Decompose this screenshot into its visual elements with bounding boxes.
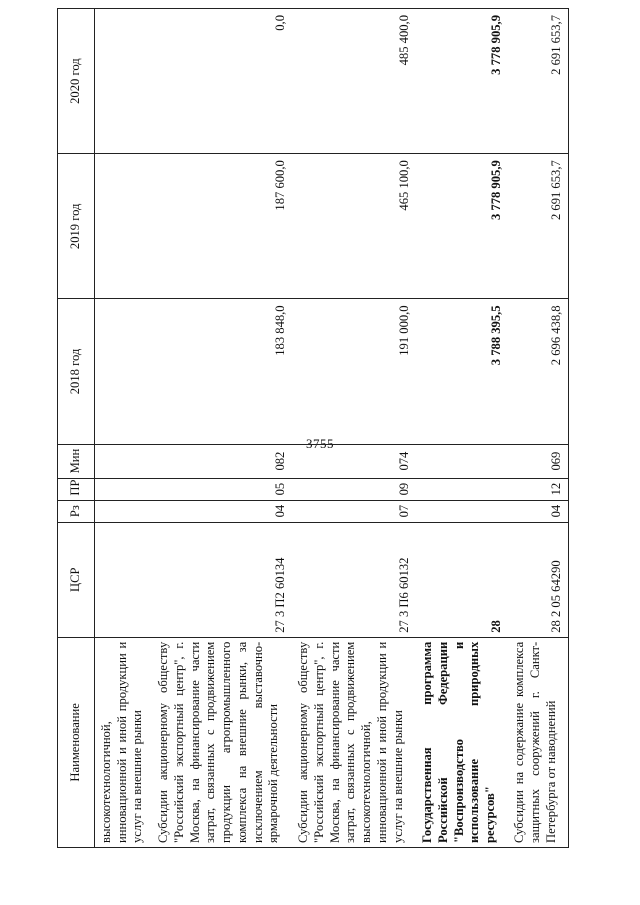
row-rz: 04 [508,500,568,522]
row-2020: 2 691 653,7 [508,9,568,154]
table-header-row [58,9,95,848]
row-pr: 09 [292,478,416,500]
row-2019: 465 100,0 [292,154,416,299]
row-2019: 2 691 653,7 [508,154,568,299]
row-2018: 191 000,0 [292,299,416,444]
row-min: 074 [292,444,416,478]
row-csr: 27 3 П2 60134 [152,522,292,637]
header-2018: 2018 год [58,299,95,444]
row-csr [95,522,153,637]
header-2020: 2020 год [58,9,95,154]
row-2020 [95,9,153,154]
header-min: Мин [58,444,95,478]
row-rz [95,500,153,522]
header-name: Наименование [58,637,95,847]
row-name: высокотехнологичной, инновационной и иной продукции и услуг на внешние рынки [95,637,153,847]
row-name: Субсидии акционерному обществу "Российский экспортный центр", г. Москва, на финансирование части затрат, связанных с продвижением продукции агропромышленного комплекса на внешние рынки, за исключением выставочно-ярмарочной деятельности [152,637,292,847]
header-2019: 2019 год [58,154,95,299]
row-rz: 04 [152,500,292,522]
row-pr [416,478,508,500]
row-2019: 3 778 905,9 [416,154,508,299]
row-rz: 07 [292,500,416,522]
row-2020: 0,0 [152,9,292,154]
budget-table [57,8,569,848]
budget-table-sheet [57,8,563,848]
row-min: 082 [152,444,292,478]
header-rz: Рз [58,500,95,522]
row-2020: 485 400,0 [292,9,416,154]
table-row [508,9,568,848]
row-pr: 05 [152,478,292,500]
row-rz [416,500,508,522]
row-min: 069 [508,444,568,478]
header-csr: ЦСР [58,522,95,637]
row-2018: 3 788 395,5 [416,299,508,444]
row-csr: 28 2 05 64290 [508,522,568,637]
row-name: Субсидии акционерному обществу "Российский экспортный центр", г. Москва, на финансирование части затрат, связанных с продвижением высокотехнологичной, инновационной и иной продукции и услуг на внешние рынки [292,637,416,847]
row-min [95,444,153,478]
row-name: Государственная программа Российской Федерации "Воспроизводство и использование природных ресурсов" [416,637,508,847]
row-min [416,444,508,478]
row-2020: 3 778 905,9 [416,9,508,154]
header-pr: ПР [58,478,95,500]
row-2019 [95,154,153,299]
row-pr [95,478,153,500]
table-row [95,9,153,848]
row-csr: 27 3 П6 60132 [292,522,416,637]
row-name: Субсидии на содержание комплекса защитных сооружений г. Санкт-Петербурга от наводнений [508,637,568,847]
table-row [152,9,292,848]
row-2018 [95,299,153,444]
table-row [416,9,508,848]
row-2018: 2 696 438,8 [508,299,568,444]
row-2018: 183 848,0 [152,299,292,444]
page-number: 3755 [306,436,334,451]
row-csr: 28 [416,522,508,637]
table-row [292,9,416,848]
row-2019: 187 600,0 [152,154,292,299]
row-pr: 12 [508,478,568,500]
